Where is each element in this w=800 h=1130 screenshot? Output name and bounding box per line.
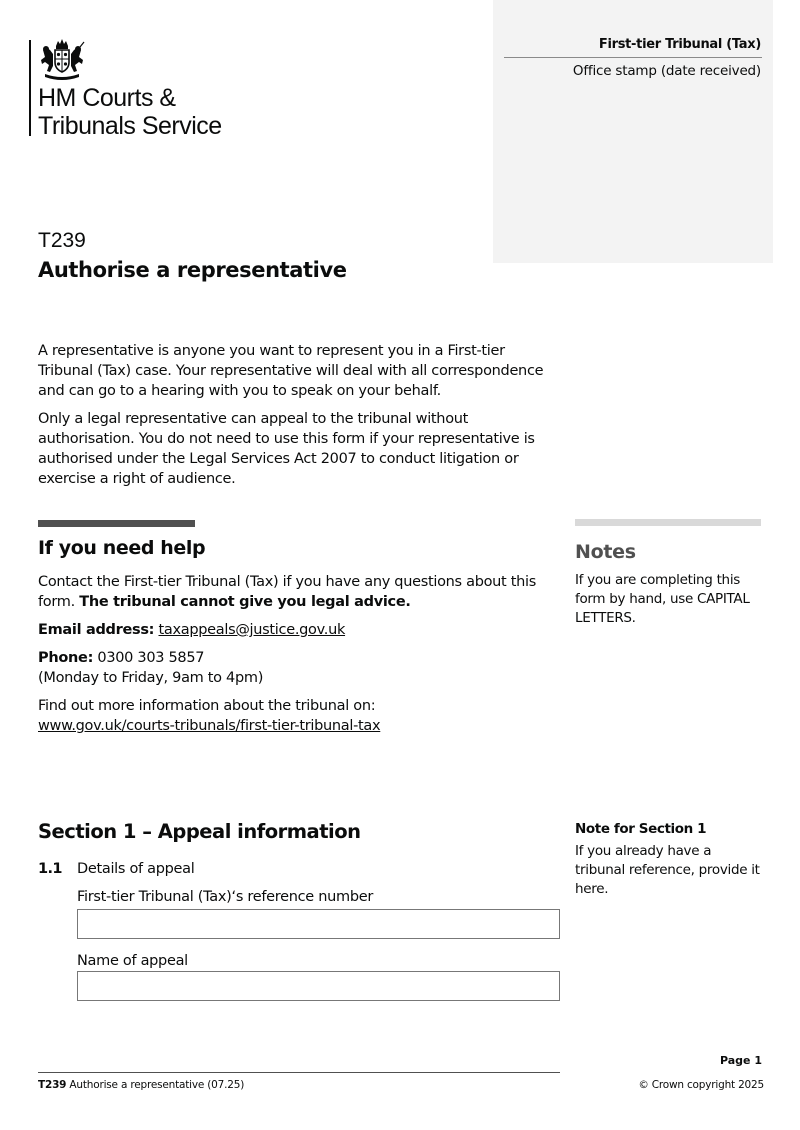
intro-paragraph-2: Only a legal representative can appeal to the tribunal without authorisation. You do not need to use this form if your representative is authorised under the Legal Services Act 2007 to conduct litigation or exercise a right of audience.	[38, 411, 535, 487]
question-number: 1.1	[38, 861, 62, 877]
intro-paragraph-1: A representative is anyone you want to represent you in a First-tier Tribunal (Tax) case. Your representative will deal with all correspondence and can go to a hearing with you to speak on your behalf.	[38, 343, 544, 399]
help-phone	[38, 648, 558, 688]
website-link[interactable]: www.gov.uk/courts-tribunals/first-tier-tribunal-tax	[38, 718, 381, 734]
logo-text	[38, 84, 222, 140]
appeal-name-input[interactable]	[77, 971, 560, 1001]
copyright: © Crown copyright 2025	[638, 1079, 764, 1091]
email-label: Email address:	[38, 622, 155, 638]
help-more-info	[38, 696, 558, 736]
appeal-name-label: Name of appeal	[77, 953, 188, 969]
notes-heading: Notes	[575, 541, 636, 563]
help-contact	[38, 572, 558, 612]
logo-line-2: Tribunals Service	[38, 112, 222, 140]
phone-label: Phone:	[38, 650, 94, 666]
office-stamp-box	[493, 0, 773, 263]
email-link[interactable]: taxappeals@justice.gov.uk	[158, 622, 346, 638]
reference-number-label: First-tier Tribunal (Tax)‘s reference number	[77, 889, 374, 905]
question-text: Details of appeal	[77, 861, 195, 877]
stamp-title: First-tier Tribunal (Tax)	[598, 37, 761, 52]
page-title: Authorise a representative	[38, 258, 347, 282]
footer-divider	[38, 1072, 560, 1073]
phone-number: 0300 303 5857	[97, 650, 205, 666]
more-info-text: Find out more information about the tribunal on:	[38, 698, 376, 714]
page-number: Page 1	[719, 1054, 762, 1067]
intro-text	[38, 341, 563, 497]
logo-divider	[29, 40, 31, 136]
footer-form-title: Authorise a representative (07.25)	[69, 1079, 245, 1091]
royal-coat-of-arms-icon	[39, 38, 85, 80]
footer-form-reference	[38, 1078, 244, 1092]
help-body	[38, 572, 558, 744]
reference-number-input[interactable]	[77, 909, 560, 939]
phone-hours: (Monday to Friday, 9am to 4pm)	[38, 670, 264, 686]
stamp-label: Office stamp (date received)	[572, 63, 761, 79]
section-1-heading: Section 1 – Appeal information	[38, 820, 361, 843]
form-code: T239	[38, 229, 86, 252]
footer-form-code: T239	[38, 1079, 67, 1091]
notes-bar	[575, 519, 761, 526]
help-email	[38, 620, 558, 640]
help-heading: If you need help	[38, 537, 206, 559]
logo-line-1: HM Courts &	[38, 84, 176, 112]
section-1-note-heading: Note for Section 1	[575, 821, 707, 837]
help-contact-text: Contact the First-tier Tribunal (Tax) if you have any questions about this form.	[38, 574, 537, 610]
notes-body: If you are completing this form by hand, use CAPITAL LETTERS.	[575, 572, 750, 626]
help-legal-advice-warning: The tribunal cannot give you legal advice.	[79, 594, 411, 610]
section-1-note-body: If you already have a tribunal reference, provide it here.	[575, 843, 760, 897]
help-section-bar	[38, 520, 195, 527]
stamp-divider	[504, 57, 762, 58]
